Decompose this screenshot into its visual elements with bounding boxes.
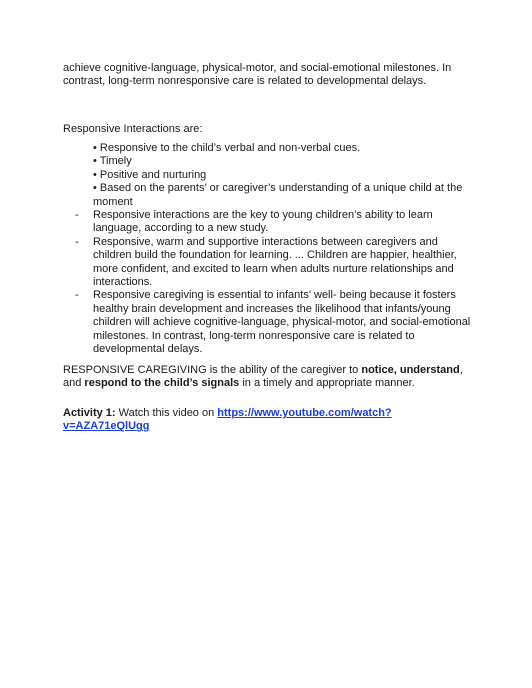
definition-text: , and bbox=[63, 364, 463, 390]
intro-line-2: contrast, long-term nonresponsive care is related to developmental delays. bbox=[63, 75, 427, 88]
activity-label: Activity 1: bbox=[63, 407, 116, 419]
dash-list bbox=[63, 209, 473, 356]
bullet-item: • Positive and nurturing bbox=[93, 168, 207, 181]
definition-paragraph bbox=[63, 364, 473, 391]
video-link[interactable]: https://www.youtube.com/watch?v=AZA71eQlUgg bbox=[63, 407, 392, 433]
dash-list-item bbox=[63, 209, 473, 236]
definition-bold-notice: notice, understand bbox=[361, 364, 460, 376]
intro-paragraph bbox=[63, 62, 473, 89]
definition-text: RESPONSIVE CAREGIVING is the ability of the caregiver to bbox=[63, 364, 362, 376]
dash-marker: - bbox=[75, 235, 79, 248]
bullet-item: • Based on the parents’ or caregiver’s understanding of a unique child at the moment bbox=[93, 182, 463, 208]
dash-marker: - bbox=[75, 289, 79, 302]
dash-marker: - bbox=[75, 209, 79, 221]
bullet-item: • Responsive to the child’s verbal and non-verbal cues. bbox=[93, 142, 361, 154]
dash-item-text: Responsive caregiving is essential to infants' well- being because it fosters healthy brain development and increases the likelihood that infants/young children will achieve cognitive-language, physical-motor, and social-emotional milestones. In contrast, long-term nonresponsive care is related to developmental delays. bbox=[93, 289, 471, 356]
dash-item-text: Responsive interactions are the key to young children’s ability to learn language, according to a new study. bbox=[93, 209, 433, 235]
definition-text: in a timely and appropriate manner. bbox=[239, 377, 415, 390]
bullet-list bbox=[93, 142, 473, 209]
definition-bold-respond: respond to the child’s signals bbox=[84, 377, 240, 390]
dash-item-text: Responsive, warm and supportive interactions between caregivers and children build the foundation for learning. ... Children are happier, healthier, more confident, and excited to learn when adults nurture relationships and interactions. bbox=[93, 235, 457, 289]
bullet-item: • Timely bbox=[93, 155, 132, 168]
intro-line-1: achieve cognitive-language, physical-motor, and social-emotional milestones. In bbox=[63, 62, 452, 74]
activity-paragraph bbox=[63, 407, 473, 434]
activity-text: Watch this video on bbox=[115, 407, 218, 419]
dash-list-item bbox=[63, 289, 473, 356]
dash-list-item bbox=[63, 236, 473, 290]
section-heading: Responsive Interactions are: bbox=[63, 123, 203, 135]
